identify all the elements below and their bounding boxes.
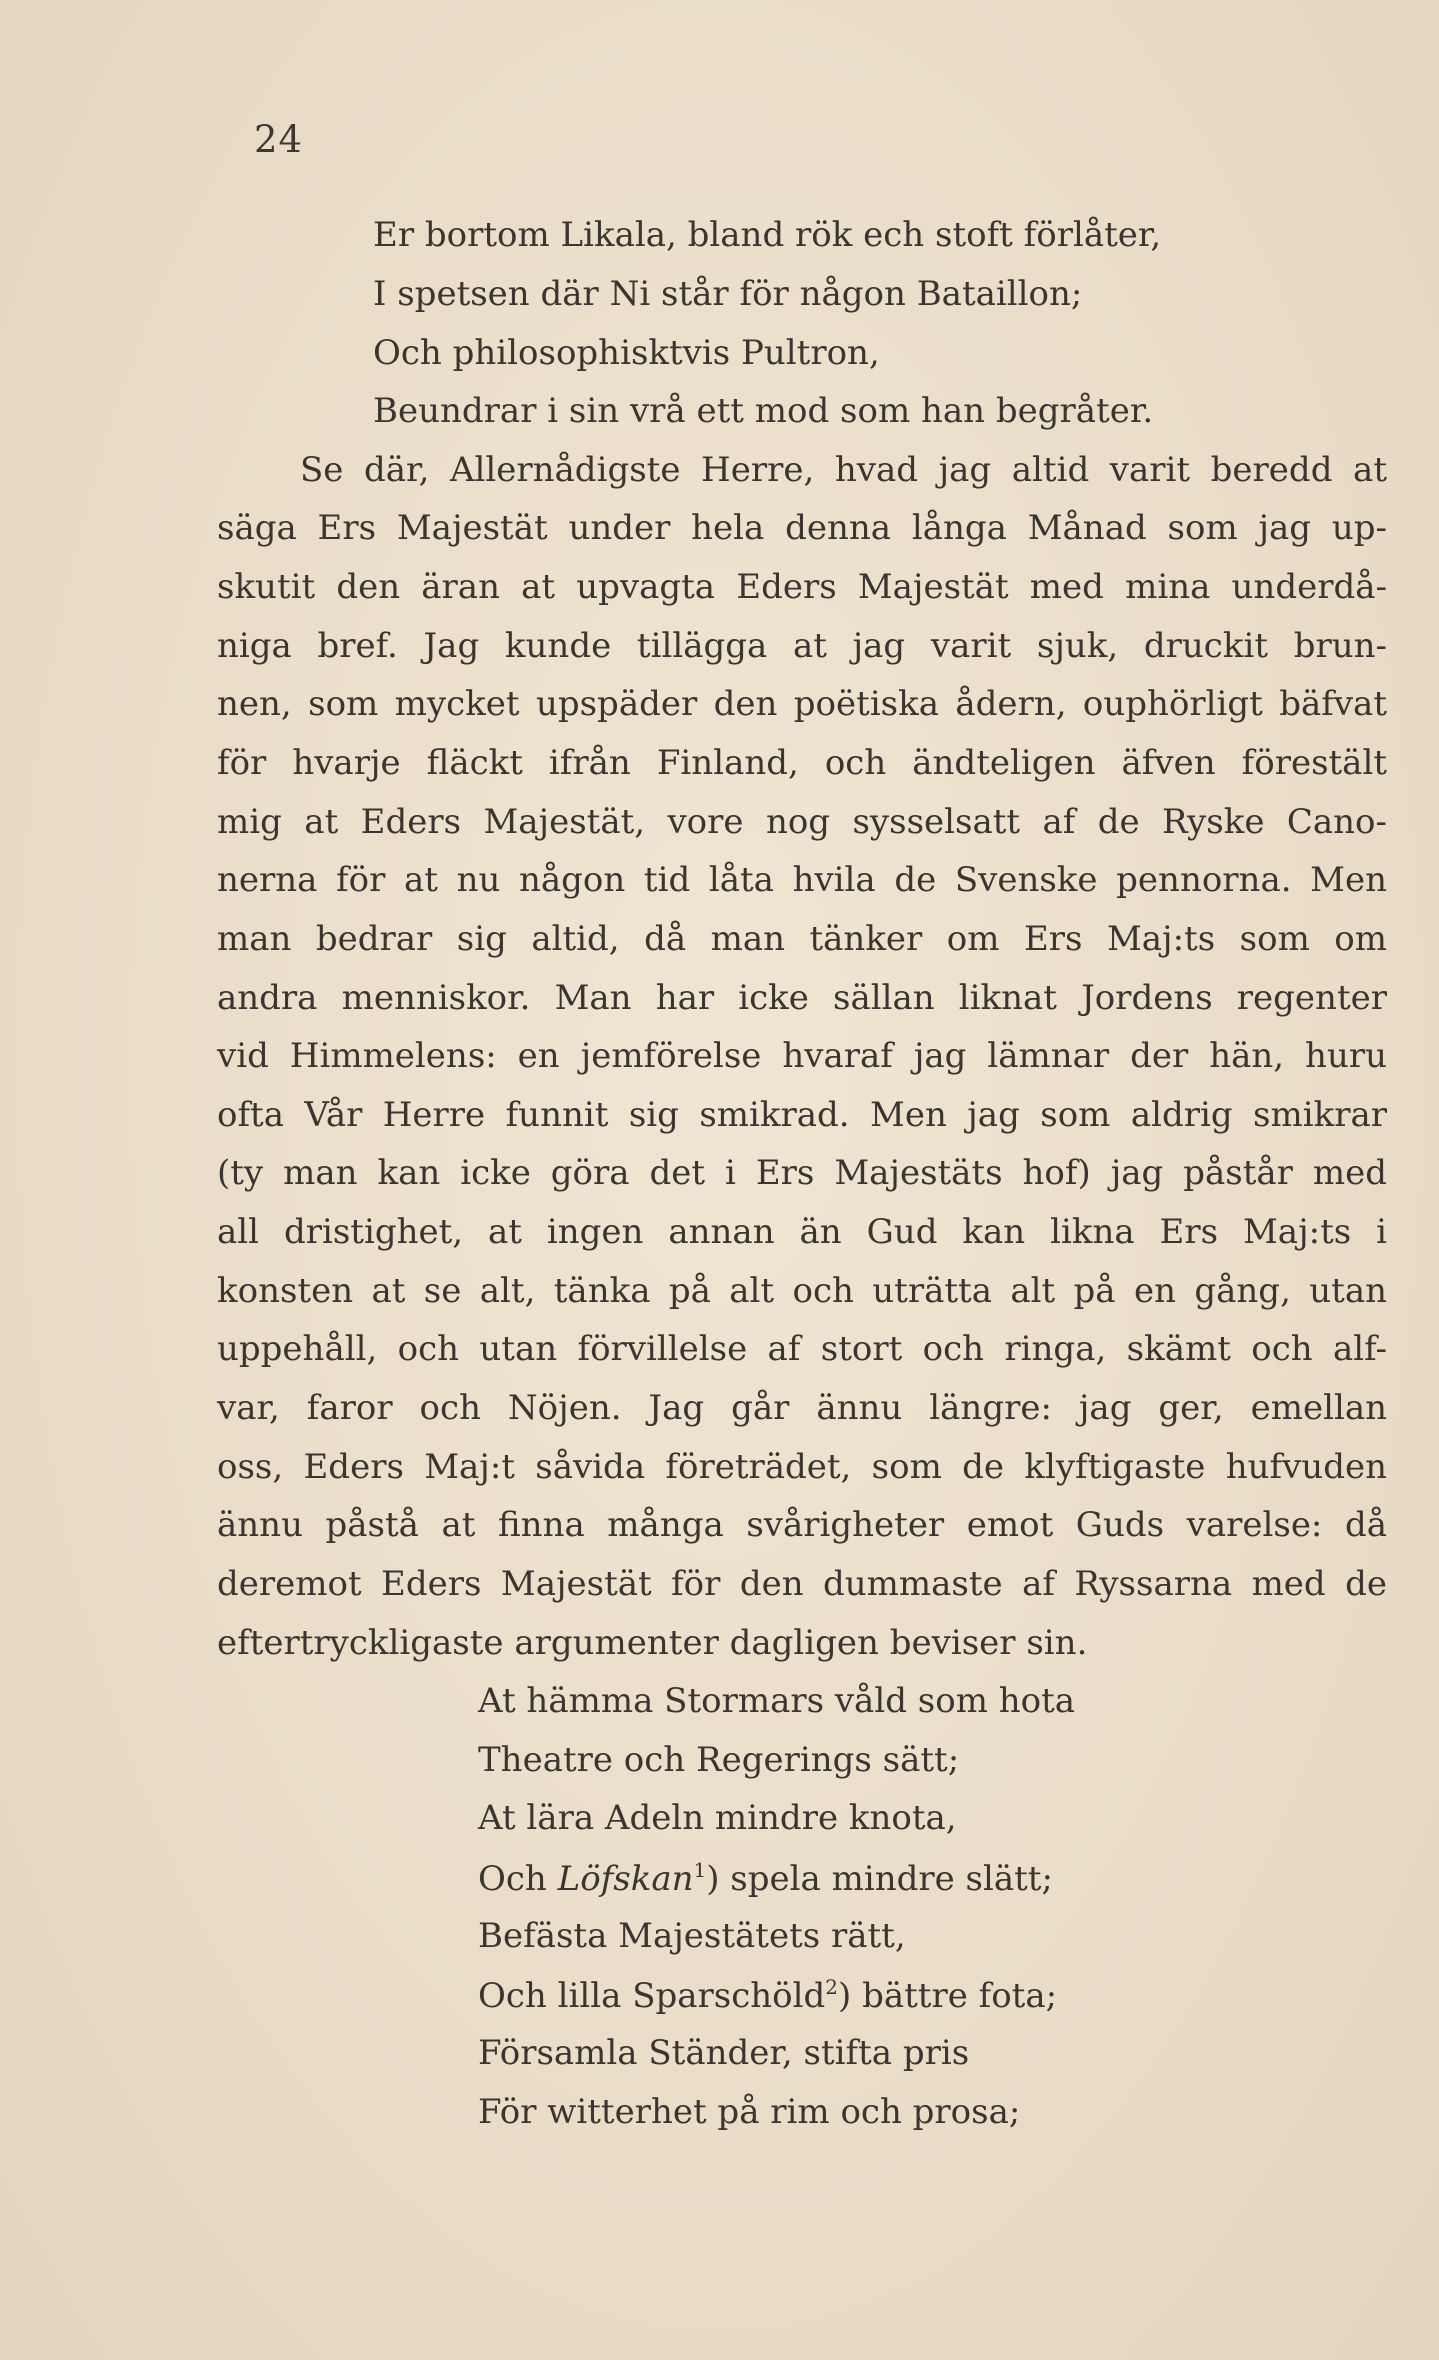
verse-line: För witterhet på rim och prosa; xyxy=(478,2092,1021,2132)
prose-line: Se där, Allernådigste Herre, hvad jag altid varit beredd at xyxy=(300,450,1387,490)
page-number: 24 xyxy=(254,118,304,161)
verse-line-with-footnote xyxy=(478,1975,1058,2016)
verse-line: Er bortom Likala, bland rök ech stoft förlåter, xyxy=(373,215,1162,255)
verse-text: ) bättre fota; xyxy=(838,1976,1058,2016)
prose-line: deremot Eders Majestät för den dummaste af Ryssarna med de xyxy=(217,1564,1387,1604)
prose-line: uppehåll, och utan förvillelse af stort och ringa, skämt och alf- xyxy=(217,1329,1387,1369)
verse-line: Församla Ständer, stifta pris xyxy=(478,2033,970,2073)
prose-line: var, faror och Nöjen. Jag går ännu längre: jag ger, emellan xyxy=(217,1388,1387,1428)
prose-line: ofta Vår Herre funnit sig smikrad. Men jag som aldrig smikrar xyxy=(217,1095,1387,1135)
prose-line: mig at Eders Majestät, vore nog sysselsatt af de Ryske Cano- xyxy=(217,802,1387,842)
verse-line: Befästa Majestätets rätt, xyxy=(478,1916,906,1956)
footnote-marker: 2 xyxy=(825,1975,839,1999)
verse-text: Och lilla Sparschöld xyxy=(478,1976,826,2016)
verse-line: At lära Adeln mindre knota, xyxy=(478,1798,957,1838)
prose-line: nerna för at nu någon tid låta hvila de Svenske pennorna. Men xyxy=(217,860,1387,900)
verse-line: I spetsen där Ni står för någon Bataillon; xyxy=(373,274,1083,314)
prose-line: skutit den äran at upvagta Eders Majestät med mina underdå- xyxy=(217,567,1387,607)
prose-line: andra menniskor. Man har icke sällan liknat Jordens regenter xyxy=(217,978,1387,1018)
prose-line: ännu påstå at finna många svårigheter emot Guds varelse: då xyxy=(217,1505,1387,1545)
prose-line: eftertryckligaste argumenter dagligen beviser sin. xyxy=(217,1623,1088,1663)
prose-line: all dristighet, at ingen annan än Gud kan likna Ers Maj:ts i xyxy=(217,1212,1387,1252)
prose-line: säga Ers Majestät under hela denna långa Månad som jag up- xyxy=(217,508,1387,548)
prose-line: vid Himmelens: en jemförelse hvaraf jag lämnar der hän, huru xyxy=(217,1036,1387,1076)
verse-line: Theatre och Regerings sätt; xyxy=(478,1740,960,1780)
prose-line: man bedrar sig altid, då man tänker om Ers Maj:ts som om xyxy=(217,919,1387,959)
footnote-marker: 1 xyxy=(693,1858,707,1882)
verse-text: Och xyxy=(478,1859,547,1899)
prose-line: nen, som mycket upspäder den poëtiska ådern, ouphörligt bäfvat xyxy=(217,684,1387,724)
prose-line: konsten at se alt, tänka på alt och uträtta alt på en gång, utan xyxy=(217,1271,1387,1311)
italic-name: Löfskan xyxy=(557,1859,694,1899)
prose-line: (ty man kan icke göra det i Ers Majestäts hof) jag påstår med xyxy=(217,1153,1387,1193)
verse-text: ) spela mindre slätt; xyxy=(706,1859,1053,1899)
verse-line: At hämma Stormars våld som hota xyxy=(478,1681,1076,1721)
verse-line: Beundrar i sin vrå ett mod som han begråter. xyxy=(373,391,1154,431)
prose-line: för hvarje fläckt ifrån Finland, och ändteligen äfven förestält xyxy=(217,743,1387,783)
verse-line-with-footnote xyxy=(478,1858,1053,1899)
prose-line: oss, Eders Maj:t såvida företrädet, som de klyftigaste hufvuden xyxy=(217,1447,1387,1487)
verse-line: Och philosophisktvis Pultron, xyxy=(373,333,880,373)
prose-line: niga bref. Jag kunde tillägga at jag varit sjuk, druckit brun- xyxy=(217,626,1387,666)
